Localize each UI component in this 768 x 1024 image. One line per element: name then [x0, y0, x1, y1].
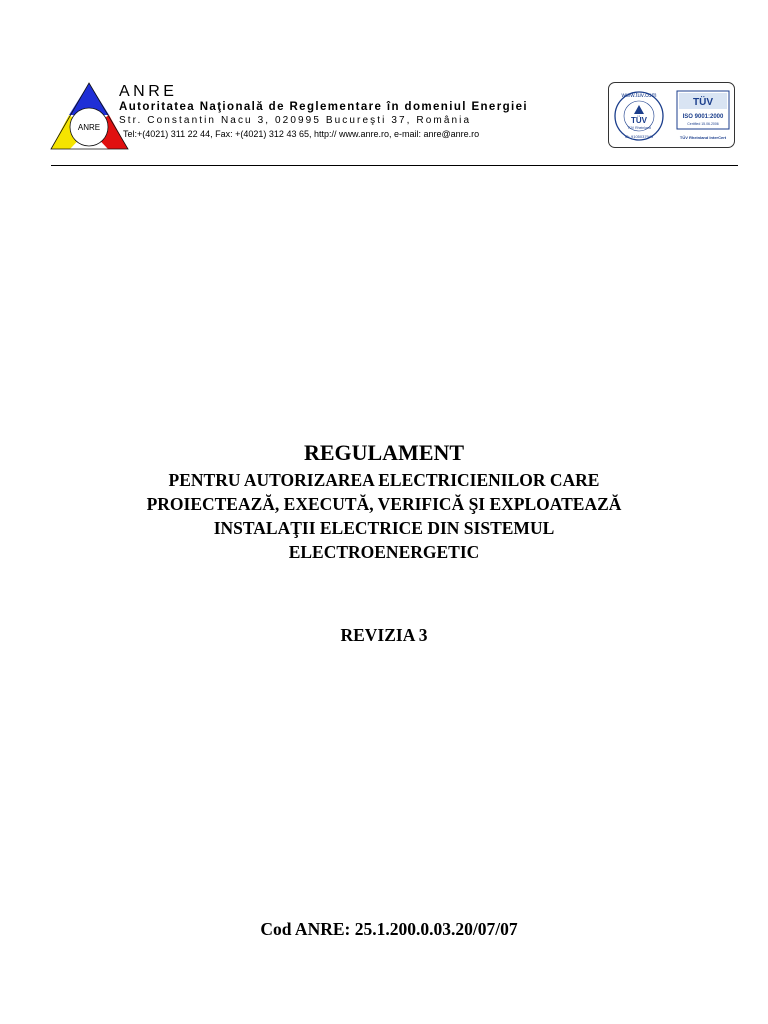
anre-logo — [50, 81, 130, 151]
badge-footer: TÜV Rheinland InterCert — [679, 135, 727, 140]
subtitle-line: ELECTROENERGETIC — [288, 542, 480, 562]
document-revision: REVIZIA 3 — [340, 625, 428, 645]
subtitle-line: PROIECTEAZĂ, EXECUTĂ, VERIFICĂ ŞI EXPLOATEAZĂ — [146, 494, 622, 514]
logo-text: ANRE — [77, 123, 101, 132]
document-title: REGULAMENT — [303, 440, 465, 465]
organization-name: ANRE — [119, 83, 178, 100]
badge-standard: ISO 9001:2000 — [682, 114, 724, 120]
seal-url: www.tuv.com — [621, 93, 657, 99]
subtitle-line: PENTRU AUTORIZAREA ELECTRICIENILOR CARE — [168, 470, 600, 490]
badge-date: Certified 15.06.2006 — [687, 122, 719, 126]
certification-box — [608, 82, 735, 148]
organization-contact: Tel:+(4021) 311 22 44, Fax: +(4021) 312 43 65, http:// www.anre.ro, e-mail: anre@anre.ro — [123, 129, 480, 139]
seal-sub: TÜV Rheinland — [627, 126, 651, 130]
subtitle-line: INSTALAŢII ELECTRICE DIN SISTEMUL — [213, 518, 555, 538]
organization-full-name: Autoritatea Naţională de Reglementare în domeniul Energiei — [119, 101, 529, 113]
badge-mark: TÜV — [693, 97, 713, 108]
organization-address: Str. Constantin Nacu 3, 020995 Bucureşti 37, România — [119, 115, 472, 126]
seal-mark: TÜV — [631, 116, 647, 125]
document-code: Cod ANRE: 25.1.200.0.03.20/07/07 — [260, 919, 518, 939]
seal-id: ID: 9105037945 — [624, 134, 654, 139]
header-divider — [51, 165, 738, 166]
certification-graphic — [609, 83, 736, 149]
document-subtitle — [70, 468, 698, 564]
